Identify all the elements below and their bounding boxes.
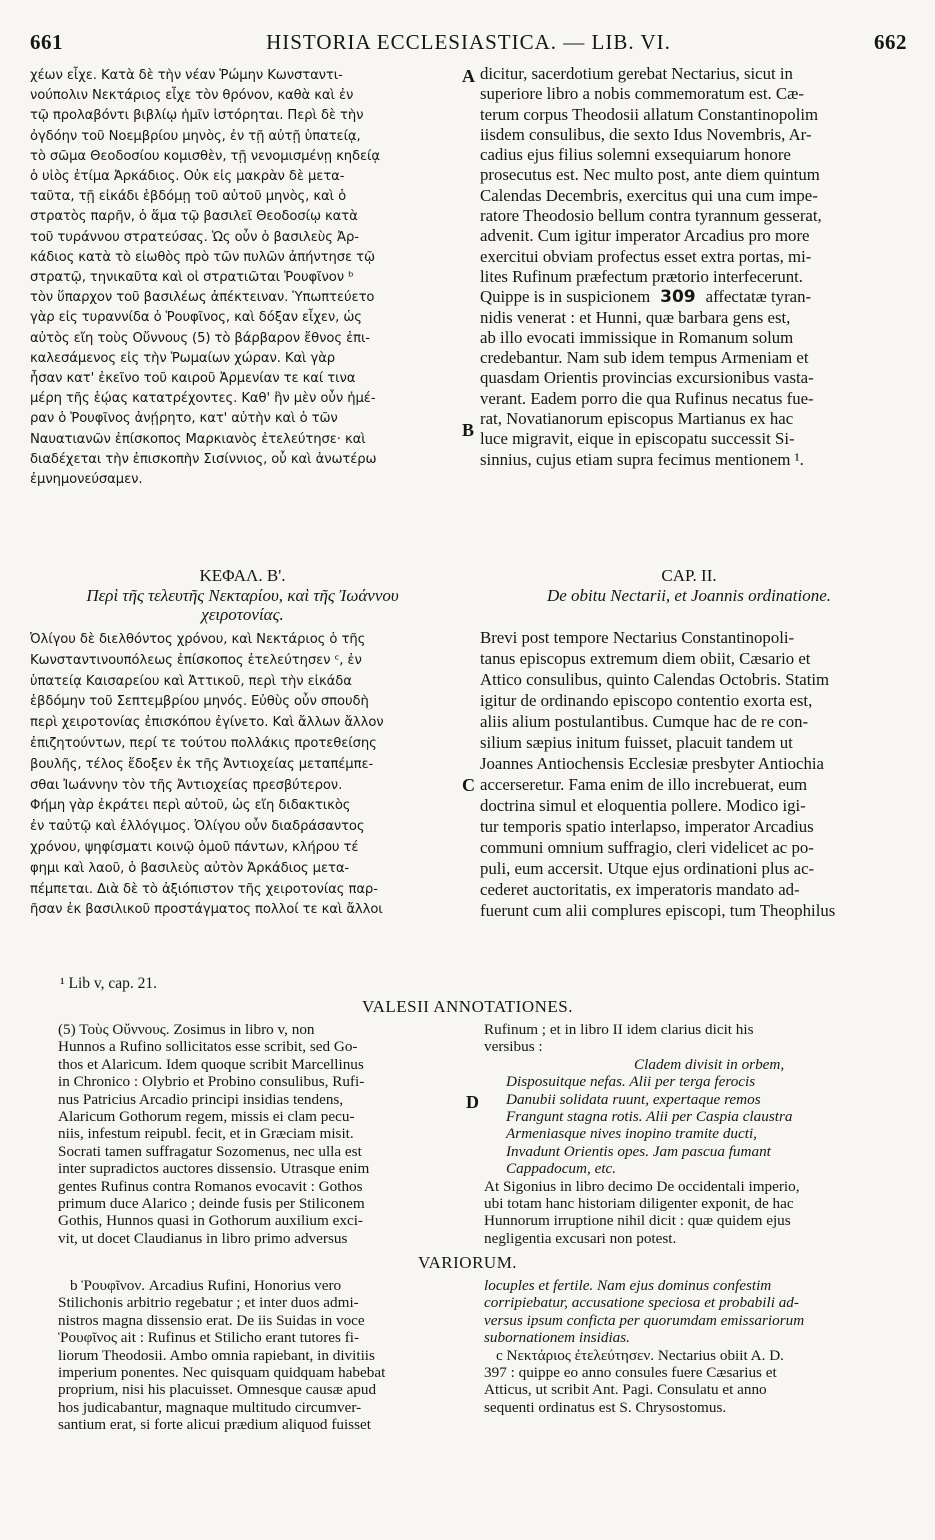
variorum-line: Stilichonis arbitrio regebatur ; et inter duos admi- xyxy=(58,1294,359,1312)
latin-text-line xyxy=(480,287,898,307)
greek-text-line: ἐπιζητούντων, περί τε τούτου πολλάκις προτεθείσης xyxy=(30,735,377,751)
latin-text-fragment: Quippe is in suspicionem xyxy=(480,287,651,307)
footnote: ¹ Lib v, cap. 21. xyxy=(60,975,158,992)
latin-text-line: luce migravit, eique in episcopatu successit Si- xyxy=(480,429,795,449)
latin-text-line: cadius ejus filius solemni exsequiarum honore xyxy=(480,145,791,165)
variorum-line: locuples et fertile. Nam ejus dominus confestim xyxy=(484,1277,772,1294)
variorum-line: subornationem insidias. xyxy=(484,1329,630,1347)
greek-text-line: ῆσαν ἐκ βασιλικοῦ προστάγματος πολλοί τε καὶ ἄλλοι xyxy=(30,902,383,918)
annotation-line: Disposuitque nefas. Alii per terga ferocis xyxy=(506,1073,756,1091)
latin-column-top xyxy=(480,64,898,470)
greek-text-line: ἑβδόμην τοῦ Σεπτεμβρίου μηνός. Εὐθὺς οὖν σπουδὴ xyxy=(30,694,369,710)
variorum-right xyxy=(484,1277,900,1416)
latin-text-line: exercitui obviam profectus esset extra portas, mi- xyxy=(480,246,812,266)
annotation-line: negligentia excusari non potest. xyxy=(484,1229,677,1247)
variorum-line: hos judicabantur, magnaque multitudo circumver- xyxy=(58,1398,362,1416)
annotation-line: Hunnorum irruptione nihil dicit : quæ quidem ejus xyxy=(484,1212,791,1230)
latin-text-line: tur temporis spatio interlapso, imperator Arcadius xyxy=(480,817,814,836)
greek-text-line: ἐμνημονεύσαμεν. xyxy=(30,472,143,488)
greek-text-line: χέων εἶχε. Κατὰ δὲ τὴν νέαν Ῥώμην Κωνσταντι- xyxy=(30,68,343,83)
greek-text-line: σθαι Ἰωάννην τὸν τῆς Ἀντιοχείας πρεσβύτερον. xyxy=(30,777,343,793)
latin-text-line: doctrina simul et eloquentia pollere. Modico igi- xyxy=(480,796,806,815)
latin-text-line: quasdam Orientis provincias excursionibus vasta- xyxy=(480,368,814,388)
variorum-line: b Ῥουφῖνον. Arcadius Rufini, Honorius vero xyxy=(70,1277,342,1294)
greek-text-line: Κωνσταντινουπόλεως ἐπίσκοπος ἐτελεύτησεν ᶜ, ἐν xyxy=(30,652,362,668)
greek-text-line: Φήμη γὰρ ἐκράτει περὶ αὐτοῦ, ὡς εἴη διδακτικὸς xyxy=(30,798,351,814)
latin-text-line: tanus episcopus extremum diem obiit, Cæsario et xyxy=(480,649,811,668)
greek-text-line: γὰρ εἰς τυραννίδα ὁ Ῥουφῖνος, καὶ δόξαν εἶχεν, ὡς xyxy=(30,310,362,326)
variorum-line: proprium, nisi his placuisset. Omnesque causæ apud xyxy=(58,1381,377,1399)
annotation-line: Invadunt Orientis opes. Jam pascua fumant xyxy=(506,1142,771,1160)
greek-text-line: στρατὸς παρῆν, ὁ ἅμα τῷ βασιλεῖ Θεοδοσίῳ κατὰ xyxy=(30,209,358,225)
annotation-line: (5) Τοὺς Οὔννους. Zosimus in libro v, non xyxy=(58,1021,315,1038)
annotation-line: gentes Rufinus contra Romanos evocavit : Gothos xyxy=(58,1177,363,1195)
variorum-line: Atticus, ut scribit Ant. Pagi. Consulatu et anno xyxy=(484,1381,767,1399)
latin-text-line: superiore libro a nobis commemoratum est. Cæ- xyxy=(480,84,804,104)
page-number-right: 662 xyxy=(873,30,907,54)
greek-text-line: τὸν ὕπαρχον τοῦ βασιλέως ἀπέκτειναν. Ὑπωπτεύετο xyxy=(30,290,375,306)
latin-text-line: accerseretur. Fama enim de illo increbuerat, eum xyxy=(480,775,808,794)
latin-text-line: igitur de ordinando episcopo contentio exorta est, xyxy=(480,691,813,710)
greek-text-line: πέμπεται. Διὰ δὲ τὸ ἀξιόπιστον τῆς χειροτονίας παρ- xyxy=(30,881,378,897)
annotation-line: Rufinum ; et in libro II idem clarius dicit his xyxy=(484,1021,754,1038)
greek-text-line: φημι καὶ λαοῦ, ὁ βασιλεὺς αὐτὸν Ἀρκάδιος μετα- xyxy=(30,860,350,876)
latin-text-line: nidis venerat : et Hunni, quæ barbara gens est, xyxy=(480,307,791,327)
latin-text-line: aliis alium postulantibus. Cumque hac de re con- xyxy=(480,712,809,731)
latin-text-line: Attico consulibus, quinto Calendas Octobris. Statim xyxy=(480,670,830,689)
latin-text-line: cederet auctoritatis, ex imperatoris mandato ad- xyxy=(480,880,800,899)
latin-text-line: puli, eum accersit. Utque ejus ordinationi plus ac- xyxy=(480,859,815,878)
latin-text-line: rat, Novatianorum episcopus Martianus ex hac xyxy=(480,409,794,429)
latin-column-ch2 xyxy=(480,627,898,921)
annotation-line: versibus : xyxy=(484,1038,543,1056)
annotation-line: thos et Alaricum. Idem quoque scribit Marcellinus xyxy=(58,1055,364,1073)
latin-text-line: dicitur, sacerdotium gerebat Nectarius, sicut in xyxy=(480,64,793,83)
latin-text-line: lites Rufinum præfectum prætorio interfecerunt. xyxy=(480,266,803,286)
greek-text-line: ἐν ταὐτῷ καὶ ἐλλόγιμος. Ὀλίγου οὖν διαδράσαντος xyxy=(30,819,365,835)
variorum-line: 397 : quippe eo anno consules fuere Cæsarius et xyxy=(484,1364,777,1382)
variorum-line: corripiebatur, accusatione speciosa et probabili ad- xyxy=(484,1294,799,1312)
marker-d: D xyxy=(466,1092,479,1112)
greek-text-line: κάδιος κατὰ τὸ εἰωθὸς πρὸ τῶν πυλῶν ἀπήντησε τῷ xyxy=(30,249,375,265)
variorum-heading: VARIORUM. xyxy=(417,1253,518,1272)
greek-text-line: καλεσάμενος εἰς τὴν Ῥωμαίων χώραν. Καὶ γὰρ xyxy=(30,350,336,366)
variorum-left xyxy=(58,1277,463,1434)
original-page-number: 309 xyxy=(660,287,696,308)
greek-text-line: ὁ υἱὸς ἐτίμα Ἀρκάδιος. Οὐκ εἰς μακρὰν δὲ μετα- xyxy=(30,169,345,185)
marker-b: B xyxy=(462,420,475,440)
variorum-line: sequenti ordinatus est S. Chrysostomus. xyxy=(484,1398,727,1416)
variorum-line: versus ipsum conficta per quorumdam emissariorum xyxy=(484,1311,805,1329)
greek-text-line: ραν ὁ Ῥουφῖνος ἀνῄρητο, κατ' αὐτὴν καὶ ὁ τῶν xyxy=(30,411,338,427)
latin-text-line: communi omnium suffragio, cleri videlicet ac po- xyxy=(480,838,814,857)
marker-c: C xyxy=(462,775,475,795)
latin-text-line: Brevi post tempore Nectarius Constantinopoli- xyxy=(480,628,795,647)
annotation-line: Frangunt stagna rotis. Alii per Caspia claustra xyxy=(506,1108,793,1126)
annotation-line: niis, infestum reipubl. fecit, et in Græciam misit. xyxy=(58,1125,354,1143)
annotation-line: Alaricum Gothorum regem, missis ei clam pecu- xyxy=(58,1108,355,1126)
valesii-right xyxy=(484,1021,900,1247)
annotation-line: vit, ut docet Claudianus in libro primo adversus xyxy=(58,1229,348,1247)
greek-text-line: Ναυατιανῶν ἐπίσκοπος Μαρκιανὸς ἐτελεύτησε· καὶ xyxy=(30,431,366,447)
latin-text-line: Calendas Decembris, exercitus qui una cum impe- xyxy=(480,185,818,205)
annotation-line: in Chronico : Olybrio et Probino consulibus, Rufi- xyxy=(58,1073,365,1091)
greek-chapter-heading xyxy=(30,566,455,624)
valesii-heading: VALESII ANNOTATIONES. xyxy=(362,997,573,1016)
greek-text-line: Ὀλίγου δὲ διελθόντος χρόνου, καὶ Νεκτάριος ὁ τῆς xyxy=(30,632,366,647)
greek-text-line: χρόνου, ψηφίσματι κοινῷ ὁμοῦ πάντων, κλήρου τέ xyxy=(30,839,359,855)
latin-text-line: fuerunt cum alii complures episcopi, tum Theophilus xyxy=(480,901,836,920)
greek-text-line: τὸ σῶμα Θεοδοσίου κομισθὲν, τῇ νενομισμένῃ κηδείᾳ xyxy=(30,148,380,164)
annotation-line: inter supradictos auctores dissensio. Utrasque enim xyxy=(58,1160,370,1178)
latin-text-line: advenit. Cum igitur imperator Arcadius pro more xyxy=(480,226,810,246)
latin-text-line: ratore Theodosio bellum contra tyrannum gesserat, xyxy=(480,206,822,226)
greek-text-line: ὀγδόην τοῦ Νοεμβρίου μηνὸς, ἐν τῇ αὐτῇ ὑπατείᾳ, xyxy=(30,128,361,144)
annotation-line: Gothis, Hunnos quasi in Gothorum auxilium exci- xyxy=(58,1212,363,1230)
greek-chapter-subtitle-2: χειροτονίας. xyxy=(201,605,284,624)
annotation-line: Armeniasque nives inopino tramite ducti, xyxy=(506,1125,757,1143)
annotation-line: ubi totam hanc historiam diligenter exponit, de hac xyxy=(484,1195,794,1213)
greek-text-line: τῷ προλαβόντι βιβλίῳ ἡμῖν ἱστόρηται. Περὶ δὲ τὴν xyxy=(30,108,364,124)
valesii-left xyxy=(58,1021,463,1247)
variorum-line: c Νεκτάριος ἐτελεύτησεν. Nectarius obiit A. D. xyxy=(496,1346,784,1364)
latin-text-line: credebantur. Nam sub idem tempus Armeniam et xyxy=(480,348,809,368)
greek-text-line: ὑπατείᾳ Καισαρείου καὶ Ἀττικοῦ, περὶ τὴν εἰκάδα xyxy=(30,673,352,689)
latin-text-line: sinnius, cujus etiam supra fecimus mentionem ¹. xyxy=(480,449,804,469)
greek-chapter-subtitle-1: Περὶ τῆς τελευτῆς Νεκταρίου, καὶ τῆς Ἰωάννου xyxy=(86,586,399,605)
latin-text-line: silium sæpius initum fuisset, placuit tandem ut xyxy=(480,733,793,752)
greek-text-line: διαδέχεται τὴν ἐπισκοπὴν Σισίννιος, οὗ καὶ ἀνωτέρω xyxy=(30,451,377,467)
greek-text-line: μέρη τῆς ἑῴας κατατρέχοντες. Καθ' ἣν μὲν οὖν ἡμέ- xyxy=(30,391,376,407)
annotation-line: Hunnos a Rufino sollicitatos esse scribit, sed Go- xyxy=(58,1038,358,1056)
greek-chapter-title: ΚΕΦΑΛ. Β'. xyxy=(199,566,286,585)
running-title: HISTORIA ECCLESIASTICA. — LIB. VI. xyxy=(266,30,671,54)
latin-text-line: terum corpus Theodosii allatum Constantinopolim xyxy=(480,104,819,124)
latin-text-fragment: affectatæ tyran- xyxy=(705,287,812,307)
annotation-line: Cladem divisit in orbem, xyxy=(634,1055,785,1073)
variorum-line: santium erat, si forte alicui prædium aliquod fuisset xyxy=(58,1416,371,1434)
greek-text-line: τοῦ τυράννου στρατεύσας. Ὡς οὖν ὁ βασιλεὺς Ἀρ- xyxy=(30,229,359,245)
annotation-line: nus Patricius Arcadio principi insidias tendens, xyxy=(58,1090,344,1108)
latin-text-line: prosecutus est. Nec multo post, ante diem quintum xyxy=(480,165,820,185)
greek-text-line: αὐτὸς εἴη τοὺς Οὔννους (5) τὸ βάρβαρον ἔθνος ἐπι- xyxy=(30,330,370,346)
annotation-line: At Sigonius in libro decimo De occidentali imperio, xyxy=(484,1177,800,1195)
greek-text-line: στρατῷ, τηνικαῦτα καὶ οἱ στρατιῶται Ῥουφῖνον ᵇ xyxy=(30,270,354,286)
variorum-line: imperium ponentes. Nec quisquam quidquam habebat xyxy=(58,1364,386,1382)
latin-chapter-heading xyxy=(480,566,898,605)
annotation-line: Danubii solidata ruunt, expertaque remos xyxy=(506,1090,761,1108)
page-number-left: 661 xyxy=(30,30,63,54)
greek-text-line: βουλῆς, τέλος ἔδοξεν ἐκ τῆς Ἀντιοχείας μεταπέμπε- xyxy=(30,756,374,772)
greek-text-line: ταῦτα, τῇ εἰκάδι ἑβδόμῃ τοῦ αὐτοῦ μηνὸς, καὶ ὁ xyxy=(30,189,347,205)
latin-text-line: verant. Eadem porro die qua Rufinus necatus fue- xyxy=(480,388,814,408)
marker-a: A xyxy=(462,66,475,86)
greek-text-line: περὶ χειροτονίας ἐπισκόπου ἐγίνετο. Καὶ ἄλλων ἄλλον xyxy=(30,715,384,731)
latin-chapter-subtitle: De obitu Nectarii, et Joannis ordinatione. xyxy=(546,586,832,605)
greek-column-top xyxy=(30,66,455,490)
running-header xyxy=(30,30,907,58)
greek-text-line: νούπολιν Νεκτάριος εἶχε τὸν θρόνον, καθὰ καὶ ἐν xyxy=(30,88,354,104)
latin-text-line: iisdem consulibus, die sexto Idus Novembris, Ar- xyxy=(480,124,812,144)
annotation-line: primum duce Alarico ; deinde fusis per Stiliconem xyxy=(58,1195,365,1213)
variorum-line: Ῥουφῖνος ait : Rufinus et Stilicho erant tutores fi- xyxy=(58,1329,360,1347)
greek-text-line: ἦσαν κατ' ἐκεῖνο τοῦ καιροῦ Ἀρμενίαν τε καί τινα xyxy=(30,371,356,387)
variorum-line: nistros magna dissensio erat. De iis Suidas in voce xyxy=(58,1311,365,1329)
latin-text-line: Joannes Antiochensis Ecclesiæ presbyter Antiochia xyxy=(480,754,824,773)
latin-chapter-title: CAP. II. xyxy=(661,566,717,585)
latin-text-line: ab illo evocati immissique in Romanum solum xyxy=(480,327,794,347)
annotation-line: Socrati tamen suffragatur Sozomenus, nec ulla est xyxy=(58,1142,362,1160)
greek-column-ch2 xyxy=(30,630,455,921)
annotation-line: Cappadocum, etc. xyxy=(506,1160,617,1178)
variorum-line: liorum Theodosii. Ambo omnia rapiebant, in divitiis xyxy=(58,1346,375,1364)
